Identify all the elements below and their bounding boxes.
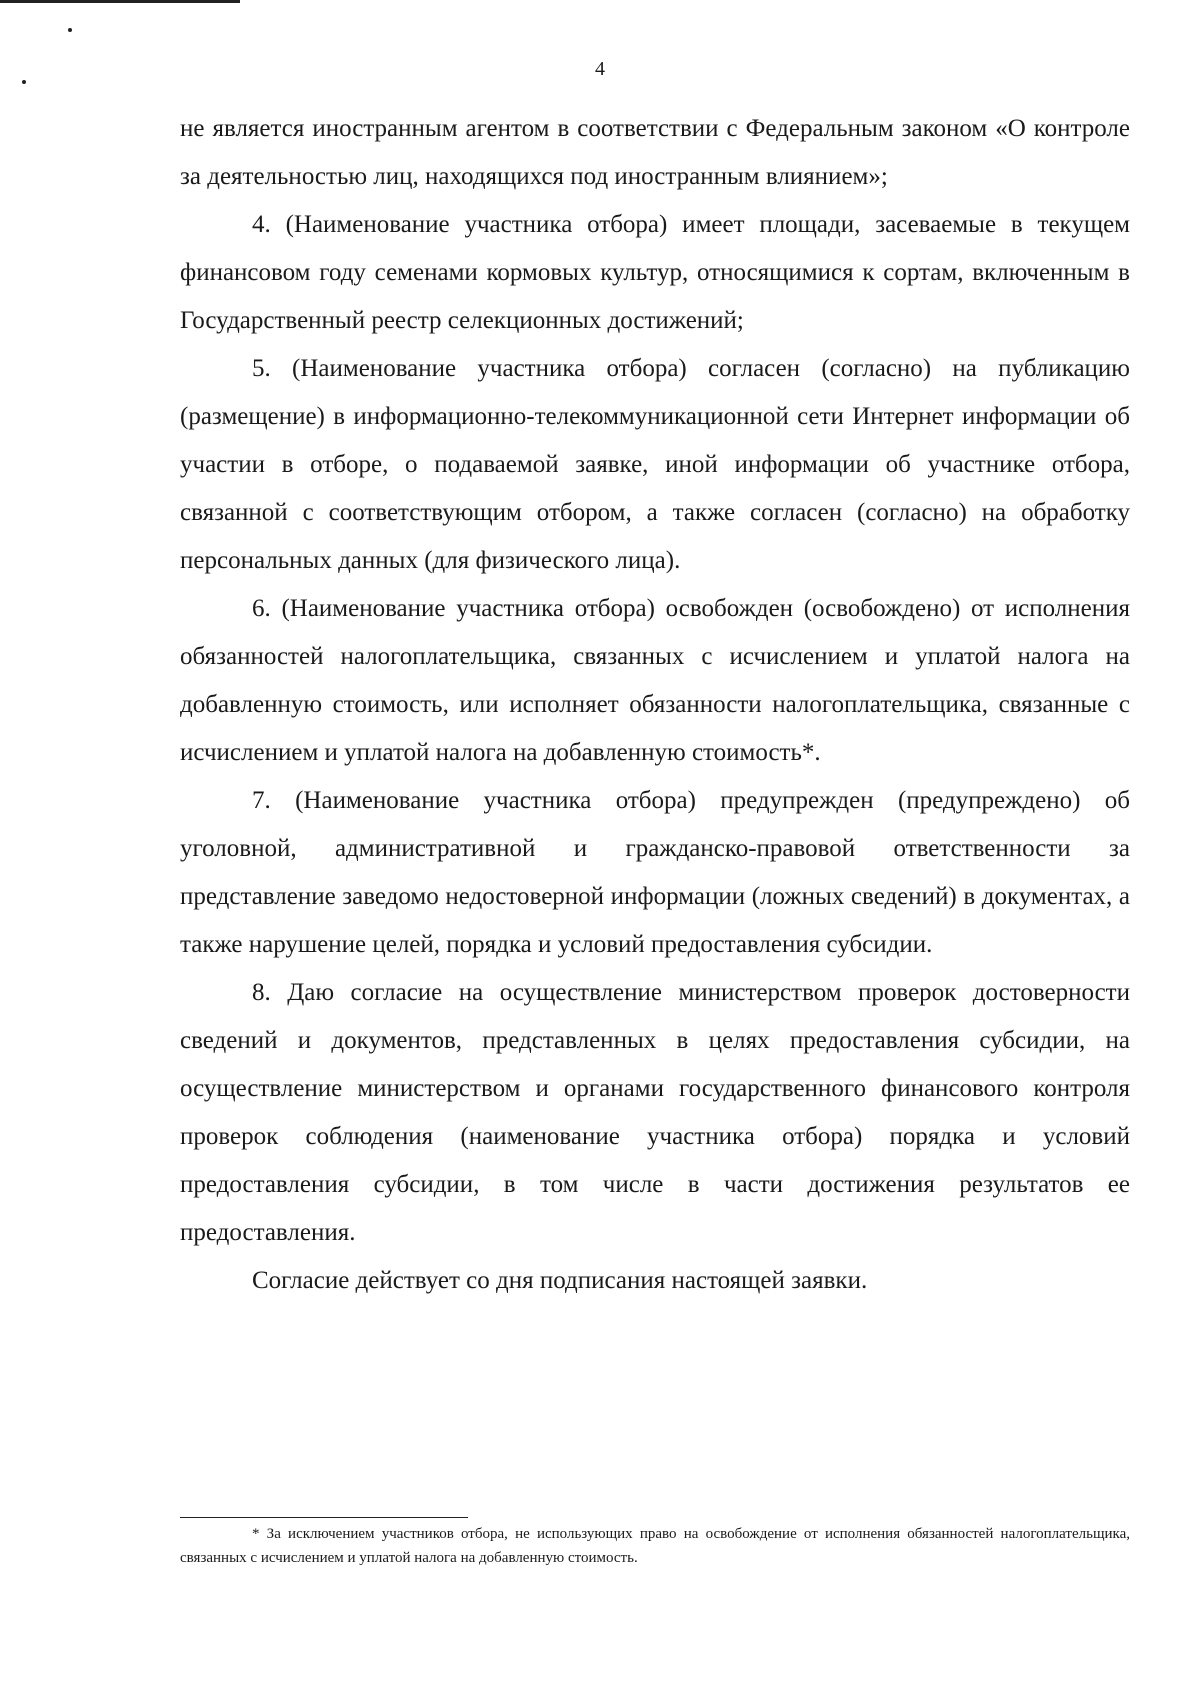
footnote: * За исключением участников отбора, не использующих право на освобождение от исполнения обязанностей налогоплательщика, связанных с исчислением и уплатой налога на добавленную стоимость. [180,1526,1130,1566]
paragraph-item-5: 5. (Наименование участника отбора) согласен (согласно) на публикацию (размещение) в информационно-телекоммуникационной сети Интернет информации об участии в отборе, о подаваемой заявке, иной информации об участнике отбора, связанной с соответствующим отбором, а также согласен (согласно) на обработку персональных данных (для физического лица). [180,355,1130,574]
paragraph-item-6: 6. (Наименование участника отбора) освобожден (освобождено) от исполнения обязанностей налогоплательщика, связанных с исчислением и уплатой налога на добавленную стоимость, или исполняет обязанности налогоплательщика, связанные с исчислением и уплатой налога на добавленную стоимость*. [180,595,1130,766]
scan-speck [68,28,72,32]
paragraph-item-8: 8. Даю согласие на осуществление министерством проверок достоверности сведений и документов, представленных в целях предоставления субсидии, на осуществление министерством и органами государственного финансового контроля проверок соблюдения (наименование участника отбора) порядка и условий предоставления субсидии, в том числе в части достижения результатов ее предоставления. [180,979,1130,1246]
paragraph-continuation: не является иностранным агентом в соответствии с Федеральным законом «О контроле за деятельностью лиц, находящихся под иностранным влиянием»; [180,115,1130,190]
paragraph-item-7: 7. (Наименование участника отбора) предупрежден (предупреждено) об уголовной, административной и гражданско-правовой ответственности за представление заведомо недостоверной информации (ложных сведений) в документах, а также нарушение целей, порядка и условий предоставления субсидии. [180,787,1130,958]
document-body [180,105,1130,1305]
paragraph-consent-validity: Согласие действует со дня подписания настоящей заявки. [252,1267,868,1294]
page-number: 4 [595,58,605,80]
paragraph-item-4: 4. (Наименование участника отбора) имеет площади, засеваемые в текущем финансовом году семенами кормовых культур, относящимися к сортам, включенным в Государственный реестр селекционных достижений; [180,211,1130,334]
scan-edge-mark [0,0,240,3]
footnote-separator [180,1517,468,1518]
